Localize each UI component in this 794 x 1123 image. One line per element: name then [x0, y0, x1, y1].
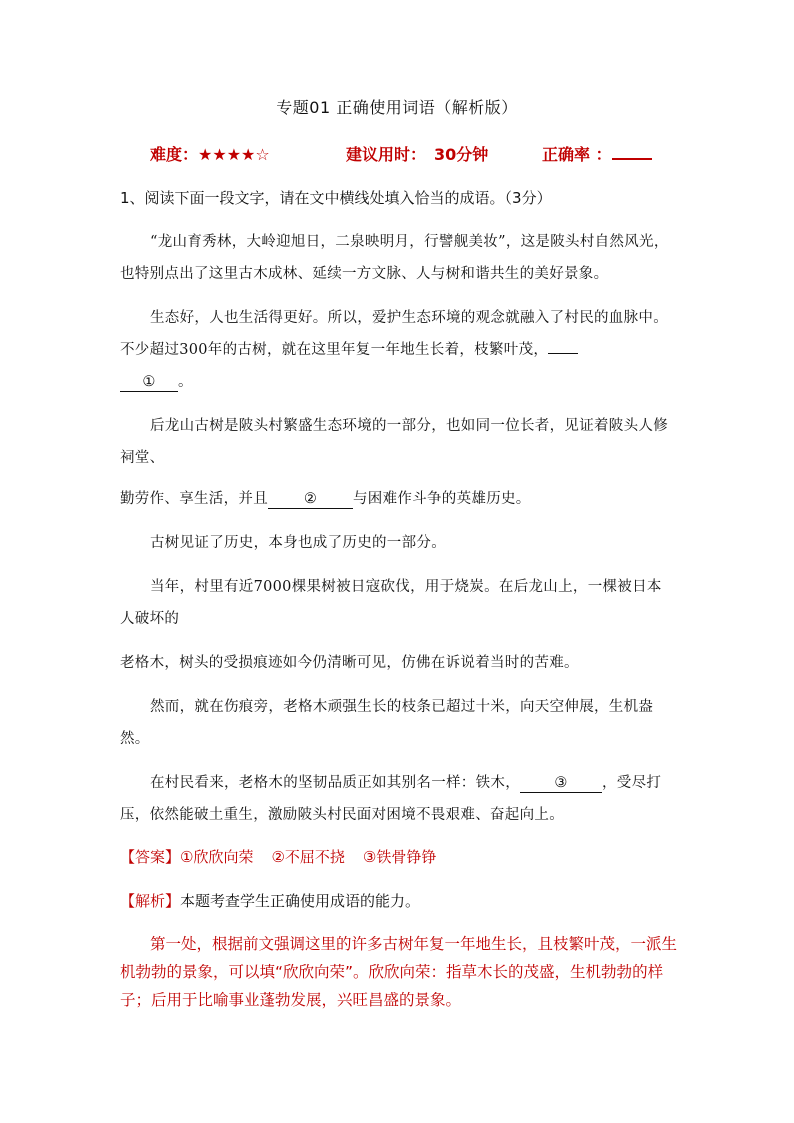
accuracy-label: 正确率 ： [542, 145, 612, 164]
passage-paragraph-4: 古树见证了历史，本身也成了历史的一部分。 [150, 535, 446, 551]
p2-text: 生态好，人也生活得更好。所以，爱护生态环境的观念就融入了村民的血脉中。不少超过300年的古树，就在这里年复一年地生长着，枝繁叶茂， [120, 310, 668, 358]
answer-line [120, 846, 680, 867]
accuracy [542, 142, 652, 165]
time-value: 30分钟 [434, 145, 489, 164]
page-title: 专题01 正确使用词语（解析版） [276, 98, 518, 117]
question-stem: 1、阅读下面一段文字，请在文中横线处填入恰当的成语。（3分） [120, 189, 552, 207]
p3-text-b: 勤劳作、享生活，并且 [120, 491, 268, 507]
accuracy-blank[interactable] [612, 144, 652, 160]
p2-end: 。 [178, 374, 193, 390]
meta-line [150, 142, 670, 166]
passage-paragraph-5a: 当年，村里有近7000棵果树被日寇砍伐，用于烧炭。在后龙山上，一棵被日本人破坏的 [120, 579, 662, 627]
suggested-time [346, 142, 488, 165]
difficulty-stars: ★★★★☆ [198, 145, 270, 164]
passage-paragraph-3b [120, 483, 676, 515]
blank-3[interactable]: ③ [520, 774, 602, 793]
answer-1: ①欣欣向荣 [180, 848, 254, 866]
answer-3: ③铁骨铮铮 [362, 848, 437, 866]
passage-paragraph-6: 然而，就在伤痕旁，老格木顽强生长的枝条已超过十米，向天空伸展，生机盎然。 [120, 699, 654, 747]
passage-paragraph-7 [120, 767, 676, 831]
time-label: 建议用时： [346, 145, 427, 164]
p7-text-b: ，受尽打压，依然能破土重生，激励陂头村民面对困境不畏艰难、奋起向上。 [120, 775, 662, 823]
analysis-line [120, 890, 680, 911]
analysis-tag: 【解析】 [120, 892, 181, 910]
difficulty [150, 142, 270, 165]
analysis-body: 第一处，根据前文强调这里的许多古树年复一年地生长，且枝繁叶茂，一派生机勃勃的景象，可以填“欣欣向荣”。欣欣向荣：指草木长的茂盛，生机勃勃的样子；后用于比喻事业蓬勃发展，兴旺昌盛的景象。 [120, 935, 678, 1009]
blank-1-lead [548, 353, 578, 354]
passage-paragraph-2 [120, 302, 676, 398]
passage-paragraph-5b: 老格木，树头的受损痕迹如今仍清晰可见，仿佛在诉说着当时的苦难。 [120, 655, 579, 671]
answer-tag: 【答案】 [120, 848, 181, 866]
blank-1[interactable]: ① [120, 373, 178, 392]
blank-2[interactable]: ② [268, 490, 353, 509]
p3-text-c: 与困难作斗争的英雄历史。 [353, 491, 531, 507]
passage-paragraph-3a: 后龙山古树是陂头村繁盛生态环境的一部分，也如同一位长者，见证着陂头人修祠堂、 [120, 418, 668, 466]
passage-paragraph-1: “龙山育秀林，大岭迎旭日，二泉映明月，行譬舰美妆”，这是陂头村自然风光，也特别点出了这里古木成林、延续一方文脉、人与树和谐共生的美好景象。 [120, 234, 669, 282]
difficulty-label: 难度： [150, 145, 199, 164]
analysis-summary: 本题考查学生正确使用成语的能力。 [180, 892, 421, 910]
answer-2: ②不屈不挠 [271, 848, 345, 866]
p7-text-a: 在村民看来，老格木的坚韧品质正如其别名一样：铁木， [150, 775, 520, 791]
